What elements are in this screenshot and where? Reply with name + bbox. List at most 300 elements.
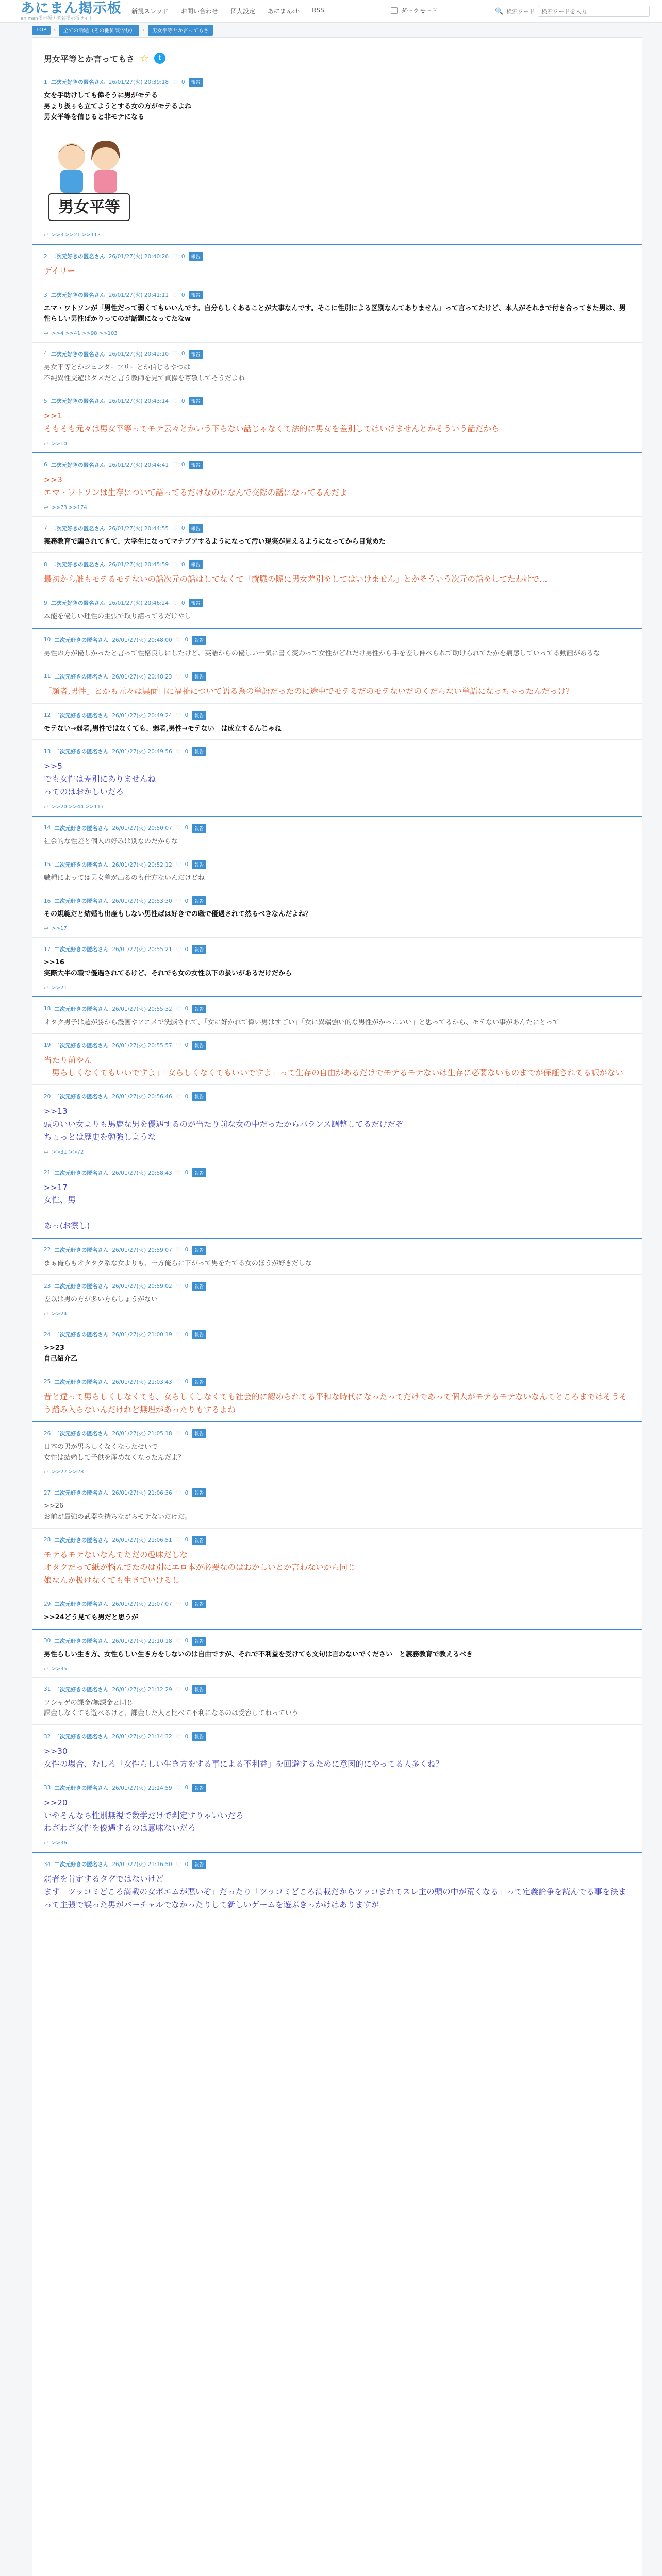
heart-icon[interactable]: ♡	[175, 1784, 181, 1792]
report-button[interactable]: 報告	[192, 636, 206, 645]
post-date: 26/01/27(火) 21:10:18	[112, 1638, 172, 1645]
heart-icon[interactable]: ♡	[175, 1093, 181, 1100]
post	[32, 1161, 642, 1239]
post-body: 社会的な性差と個人の好みは別なのだからな	[44, 837, 178, 845]
star-icon[interactable]: ☆	[140, 52, 149, 64]
heart-icon[interactable]: ♡	[175, 945, 181, 953]
post	[32, 1853, 642, 1917]
reply-links	[44, 330, 631, 342]
report-button[interactable]: 報告	[192, 1246, 206, 1255]
post-header	[44, 1685, 631, 1694]
report-button[interactable]: 報告	[192, 1005, 206, 1013]
post	[32, 517, 642, 553]
post-body: モテるモテないなんてただの趣味だしな オタクだって紙が悩んでたのは別にエロ本が必要なのはおかしいとか言わないから同じ 娘なんか扱けなくても生きていけるし	[44, 1550, 356, 1585]
report-button[interactable]: 報告	[192, 711, 206, 720]
post-body: 職種によっては男女差が出るのも仕方ないんだけどね	[44, 874, 205, 882]
post-date: 26/01/27(火) 21:05:18	[112, 1431, 172, 1437]
post-number[interactable]: 14	[44, 825, 51, 832]
post-header	[44, 1429, 631, 1438]
report-button[interactable]: 報告	[189, 560, 203, 569]
post-author: 二次元好きの匿名さん	[54, 1042, 109, 1049]
post-number[interactable]: 19	[44, 1042, 51, 1049]
like-count: 0	[185, 946, 189, 953]
like-count: 0	[185, 712, 189, 719]
post-author: 二次元好きの匿名さん	[54, 1094, 109, 1100]
post	[32, 997, 642, 1034]
post-body: 日本の男が男らしくなくなったせいで 女性は結婚して子供を産めなくなったんだよ？	[44, 1443, 185, 1462]
post-body: 「顔者,男性」とかも元々は異面目に福祉について語る為の単語だったのに途中でモテるだのモテないだのくだらない単語になっちゃったんだっけ？	[44, 686, 574, 696]
post-author: 二次元好きの匿名さん	[51, 562, 105, 568]
heart-icon[interactable]: ♡	[175, 1169, 181, 1176]
post-number[interactable]: 2	[44, 253, 47, 260]
post-date: 26/01/27(火) 20:52:12	[112, 861, 172, 868]
post-date: 26/01/27(火) 20:48:23	[112, 673, 172, 680]
reply-link[interactable]: >>21	[52, 985, 67, 991]
post-header	[44, 1600, 631, 1608]
post-header	[44, 1330, 631, 1339]
heart-icon[interactable]: ♡	[175, 748, 181, 755]
report-button[interactable]: 報告	[189, 524, 203, 533]
post-number[interactable]: 3	[44, 292, 47, 298]
report-button[interactable]: 報告	[189, 252, 203, 261]
image-text: 男女平等	[58, 198, 120, 217]
post-author: 二次元好きの匿名さん	[51, 253, 105, 260]
heart-icon[interactable]: ♡	[175, 1042, 181, 1049]
nav-animanch[interactable]: あにまんch	[267, 8, 300, 15]
post	[32, 1725, 642, 1776]
post-body: ソシャゲの課金/無課金と同じ 課金しなくても遊べるけど、課金した人と比べて不利になるのは受容してねっていう	[44, 1699, 299, 1718]
like-count: 0	[185, 1537, 189, 1544]
report-button[interactable]: 報告	[192, 860, 206, 869]
post	[32, 1630, 642, 1678]
post-body: >>17 女性、男 あっ(お察し)	[44, 1182, 90, 1230]
post-date: 26/01/27(火) 21:03:43	[112, 1379, 172, 1385]
like-count: 0	[181, 292, 185, 298]
post-list	[32, 71, 642, 1917]
post-image[interactable]	[45, 130, 134, 228]
post-number[interactable]: 5	[44, 398, 47, 404]
post-author: 二次元好きの匿名さん	[54, 825, 109, 832]
report-button[interactable]: 報告	[189, 291, 203, 299]
logo-text[interactable]: あにまん掲示板	[21, 1, 122, 16]
post-number[interactable]: 11	[44, 673, 51, 680]
report-button[interactable]: 報告	[192, 1784, 206, 1792]
like-count: 0	[185, 748, 189, 755]
breadcrumb	[21, 23, 654, 37]
post	[32, 853, 642, 890]
post-header	[44, 1092, 631, 1101]
report-button[interactable]: 報告	[189, 599, 203, 607]
heart-icon[interactable]: ♡	[172, 252, 178, 260]
post-body: >>26 お前が最強の武器を持ちながらモテないだけだ。	[44, 1502, 192, 1521]
post-header	[44, 397, 631, 405]
post	[32, 740, 642, 816]
heart-icon[interactable]: ♡	[172, 461, 178, 469]
post	[32, 71, 642, 245]
heart-icon[interactable]: ♡	[172, 397, 178, 405]
like-count: 0	[185, 1093, 189, 1100]
report-button[interactable]: 報告	[189, 461, 203, 469]
twitter-icon[interactable]: t	[154, 53, 166, 64]
post-header	[44, 824, 631, 833]
post-header	[44, 860, 631, 869]
like-count: 0	[185, 1042, 189, 1049]
post-date: 26/01/27(火) 20:44:41	[108, 462, 169, 468]
reply-links	[44, 1149, 631, 1161]
post	[32, 629, 642, 665]
post-date: 26/01/27(火) 20:50:07	[112, 825, 172, 832]
post-author: 二次元好きの匿名さん	[54, 898, 109, 905]
post-number[interactable]: 26	[44, 1430, 51, 1437]
post-header	[44, 350, 631, 359]
like-count: 0	[185, 637, 189, 643]
post-date: 26/01/27(火) 20:56:46	[112, 1094, 172, 1100]
post	[32, 1085, 642, 1161]
post-number[interactable]: 29	[44, 1601, 51, 1607]
post-number[interactable]: 10	[44, 637, 51, 643]
post-author: 二次元好きの匿名さん	[54, 749, 109, 755]
report-button[interactable]: 報告	[192, 1860, 206, 1869]
post	[32, 553, 642, 591]
reply-link[interactable]: >>73 >>174	[52, 504, 87, 511]
post-number[interactable]: 1	[44, 79, 47, 86]
post-number[interactable]: 20	[44, 1093, 51, 1100]
reply-links	[44, 232, 631, 244]
report-button[interactable]: 報告	[192, 1488, 206, 1497]
reply-link[interactable]: >>36	[52, 1840, 67, 1846]
post-number[interactable]: 25	[44, 1379, 51, 1385]
heart-icon[interactable]: ♡	[175, 1282, 181, 1290]
post	[32, 1529, 642, 1592]
post-author: 二次元好きの匿名さん	[54, 1247, 109, 1253]
post-number[interactable]: 23	[44, 1283, 51, 1290]
post-number[interactable]: 17	[44, 946, 51, 953]
heart-icon[interactable]: ♡	[175, 1378, 181, 1386]
reply-link[interactable]: >>10	[52, 440, 67, 447]
darkmode-label: ダークモード	[401, 7, 438, 14]
reply-icon: ↩	[44, 1840, 49, 1847]
post-author: 二次元好きの匿名さん	[54, 1785, 109, 1791]
report-button[interactable]: 報告	[189, 350, 203, 359]
reply-icon: ↩	[44, 925, 49, 933]
post-header	[44, 1784, 631, 1792]
breadcrumb-top[interactable]: TOP	[32, 26, 51, 35]
post-author: 二次元好きの匿名さん	[54, 1006, 109, 1012]
report-button[interactable]: 報告	[192, 1600, 206, 1608]
post	[32, 938, 642, 997]
reply-link[interactable]: >>31 >>72	[52, 1149, 84, 1155]
site-logo[interactable]	[21, 2, 122, 21]
breadcrumb-separator: ›	[142, 26, 145, 33]
post-date: 26/01/27(火) 21:06:51	[112, 1537, 172, 1544]
report-button[interactable]: 報告	[192, 1429, 206, 1438]
heart-icon[interactable]: ♡	[175, 1686, 181, 1693]
post-date: 26/01/27(火) 20:45:59	[108, 562, 169, 568]
post-author: 二次元好きの匿名さん	[54, 1431, 109, 1437]
report-button[interactable]: 報告	[192, 1282, 206, 1291]
reply-icon: ↩	[44, 504, 49, 511]
heart-icon[interactable]: ♡	[172, 561, 178, 568]
thread-title-row	[32, 38, 642, 71]
reply-icon: ↩	[44, 232, 49, 239]
logo-subtext: animan掲示板 / 匿名掲示板サイト	[21, 16, 93, 21]
post-header	[44, 1041, 631, 1050]
heart-icon[interactable]: ♡	[175, 1600, 181, 1608]
post-number[interactable]: 4	[44, 351, 47, 358]
post	[32, 1034, 642, 1086]
post-header	[44, 461, 631, 469]
post-number[interactable]: 27	[44, 1489, 51, 1496]
report-button[interactable]: 報告	[192, 824, 206, 833]
post-author: 二次元好きの匿名さん	[54, 1734, 109, 1740]
post-date: 26/01/27(火) 20:55:32	[112, 1006, 172, 1012]
post	[32, 1592, 642, 1630]
post-author: 二次元好きの匿名さん	[54, 1490, 109, 1497]
post-date: 26/01/27(火) 20:40:26	[108, 253, 169, 260]
post-date: 26/01/27(火) 20:59:02	[112, 1283, 172, 1290]
post-author: 二次元好きの匿名さん	[51, 351, 105, 358]
post-number[interactable]: 28	[44, 1537, 51, 1544]
heart-icon[interactable]: ♡	[175, 1005, 181, 1013]
heart-icon[interactable]: ♡	[175, 1331, 181, 1338]
post-header	[44, 747, 631, 756]
post-author: 二次元好きの匿名さん	[51, 600, 105, 607]
reply-link[interactable]: >>35	[52, 1666, 67, 1672]
reply-link[interactable]: >>4 >>41 >>98 >>103	[52, 330, 118, 336]
heart-icon[interactable]: ♡	[172, 78, 178, 86]
post-body: 男性の方が優しかったと言って性格良しにしたけど、英語からの優しい一気に書く変わって女性がどれだけ男性から手を差し伸べられて助けられてたかを痛感していってる動画があるな	[44, 649, 600, 657]
post-header	[44, 1732, 631, 1741]
reply-link[interactable]: >>20 >>44 >>117	[52, 804, 104, 810]
post-date: 26/01/27(火) 20:49:56	[112, 749, 172, 755]
report-button[interactable]: 報告	[192, 1330, 206, 1339]
heart-icon[interactable]: ♡	[172, 524, 178, 532]
heart-icon[interactable]: ♡	[172, 350, 178, 358]
report-button[interactable]: 報告	[192, 1637, 206, 1646]
post	[32, 343, 642, 390]
post-header	[44, 524, 631, 533]
post-body: 男性らしい生き方、女性らしい生き方をしないのは自由ですが、それで不利益を受けても文句は言わないでください と義務教育で教えるべき	[44, 1650, 473, 1658]
reply-links	[44, 804, 631, 816]
post-number[interactable]: 22	[44, 1247, 51, 1253]
post-header	[44, 945, 631, 954]
reply-icon: ↩	[44, 803, 49, 810]
post-body: 最初から誰もモテるモテないの話次元の話はしてなくて「就職の際に男女差別をしてはいけません」とかそういう次元の話をしてたわけで…	[44, 574, 548, 584]
post-header	[44, 252, 631, 261]
post-body: 女を手助けしても偉そうに男がモテる 男ょり扱ぅも立てようとする女の方がモテるよね 男女平等を信じると非モテになる	[44, 92, 192, 121]
page-wrapper	[21, 23, 654, 2576]
reply-icon: ↩	[44, 1665, 49, 1672]
report-button[interactable]: 報告	[192, 945, 206, 954]
post-body: エマ・ワトソンが「男性だって弱くてもいいんです。自分らしくあることが大事なんです。そこに性別による区別なんてありません」って言ってたけど、本人がそれまで付き合ってきた男は、男性らしい男性ばかりってのが話題になってたなw	[44, 304, 626, 323]
post-body: 当たり前やん 「男らしくなくてもいいですよ」「女らしくなくてもいいですよ」って生存の自由があるだけでモテるモテないは生存に必要ないものまでが保証されてる訳がない	[44, 1055, 623, 1078]
reply-links	[44, 985, 631, 996]
darkmode-checkbox[interactable]	[391, 7, 398, 14]
like-count: 0	[185, 1489, 189, 1496]
post-header	[44, 1282, 631, 1291]
reply-link[interactable]: >>27 >>28	[52, 1469, 84, 1476]
heart-icon[interactable]: ♡	[175, 824, 181, 832]
like-count: 0	[185, 1379, 189, 1385]
heart-icon[interactable]: ♡	[175, 1430, 181, 1437]
breadcrumb-category[interactable]: 全ての話題（その他雑談含む）	[59, 25, 139, 36]
post-header	[44, 1488, 631, 1497]
reply-links	[44, 440, 631, 452]
like-count: 0	[185, 825, 189, 832]
report-button[interactable]: 報告	[192, 1092, 206, 1101]
heart-icon[interactable]: ♡	[175, 1733, 181, 1740]
post-date: 26/01/27(火) 20:42:10	[108, 351, 169, 358]
like-count: 0	[185, 1006, 189, 1012]
post-number[interactable]: 21	[44, 1170, 51, 1176]
report-button[interactable]: 報告	[192, 1536, 206, 1545]
like-count: 0	[185, 673, 189, 680]
like-count: 0	[185, 1170, 189, 1176]
post-number[interactable]: 7	[44, 525, 47, 532]
post-author: 二次元好きの匿名さん	[54, 673, 109, 680]
darkmode-toggle[interactable]	[391, 6, 438, 15]
post-header	[44, 1860, 631, 1869]
heart-icon[interactable]: ♡	[175, 1860, 181, 1868]
post	[32, 1239, 642, 1275]
post-body: >>20 いやそんなら性別無視で数学だけで判定すりゃいいだろ わざわざ女性を優遇するのは意味ないだろ	[44, 1798, 244, 1833]
post-number[interactable]: 32	[44, 1733, 51, 1740]
post	[32, 1481, 642, 1529]
report-button[interactable]: 報告	[189, 397, 203, 405]
post-number[interactable]: 16	[44, 897, 51, 904]
post-number[interactable]: 8	[44, 561, 47, 568]
post-author: 二次元好きの匿名さん	[54, 861, 109, 868]
post-date: 26/01/27(火) 20:53:30	[112, 898, 172, 905]
post-author: 二次元好きの匿名さん	[54, 1861, 109, 1868]
search-input[interactable]	[538, 6, 650, 17]
post-body: まぁ俺らもオタタク系な女よりも、一方俺らに下がって男をたてる女のほうが好きだしな	[44, 1259, 312, 1267]
report-button[interactable]: 報告	[192, 1732, 206, 1741]
heart-icon[interactable]: ♡	[172, 291, 178, 299]
like-count: 0	[185, 897, 189, 904]
nav-new-thread[interactable]: 新規スレッド	[131, 8, 169, 15]
post-date: 26/01/27(火) 21:14:32	[112, 1734, 172, 1740]
post-number[interactable]: 6	[44, 462, 47, 468]
post-header	[44, 599, 631, 607]
like-count: 0	[185, 1861, 189, 1868]
report-button[interactable]: 報告	[189, 78, 203, 87]
post-date: 26/01/27(火) 20:44:55	[108, 525, 169, 532]
reply-icon: ↩	[44, 1469, 49, 1476]
like-count: 0	[185, 1601, 189, 1607]
like-count: 0	[185, 1247, 189, 1253]
post-number[interactable]: 18	[44, 1006, 51, 1012]
heart-icon[interactable]: ♡	[175, 636, 181, 644]
reply-link[interactable]: >>24	[52, 1311, 67, 1317]
post-number[interactable]: 34	[44, 1861, 51, 1868]
heart-icon[interactable]: ♡	[175, 1246, 181, 1254]
post-number[interactable]: 15	[44, 861, 51, 868]
nav-contact[interactable]: お問い合わせ	[180, 8, 218, 15]
report-button[interactable]: 報告	[192, 1168, 206, 1177]
post-body: 義務教育で騙されてきて、大学生になってマナブアするようになって汚い現実が見えるようになってから目覚めた	[44, 537, 386, 546]
post-number[interactable]: 31	[44, 1686, 51, 1693]
post-header	[44, 78, 631, 87]
report-button[interactable]: 報告	[192, 1041, 206, 1050]
reply-links	[44, 504, 631, 516]
like-count: 0	[185, 1430, 189, 1437]
post-date: 26/01/27(火) 20:58:43	[112, 1170, 172, 1176]
post	[32, 283, 642, 343]
like-count: 0	[181, 79, 185, 86]
post-body: >>16 実際大半の職で優遇されてるけど、それでも女の女性以下の扱いがあるだけだから	[44, 959, 292, 977]
post-body: >>24どう見ても男だと思うが	[44, 1614, 138, 1622]
search-label: 検索ワード	[506, 8, 535, 15]
nav-rss[interactable]: RSS	[312, 7, 324, 14]
heart-icon[interactable]: ♡	[172, 599, 178, 607]
post-body: オタク男子は超が勝から漫画やアニメで洗脳されて、「女に好かれて偉い男はすごい」「女に異端強い的な男性がかっこいい」と思ってるから、モテない事があんたにとって	[44, 1018, 559, 1026]
main-nav	[131, 7, 324, 15]
heart-icon[interactable]: ♡	[175, 711, 181, 719]
reply-links	[44, 925, 631, 937]
like-count: 0	[185, 1686, 189, 1693]
search-icon[interactable]: 🔍	[495, 7, 504, 15]
report-button[interactable]: 報告	[192, 672, 206, 681]
report-button[interactable]: 報告	[192, 747, 206, 756]
post	[32, 389, 642, 453]
like-count: 0	[181, 525, 185, 532]
post-number[interactable]: 9	[44, 600, 47, 606]
heart-icon[interactable]: ♡	[175, 1489, 181, 1497]
post-date: 26/01/27(火) 21:07:07	[112, 1601, 172, 1608]
post	[32, 1422, 642, 1481]
post-body: >>3 エマ・ワトソンは生存について語ってるだけなのになんで交際の話になってるんだよ	[44, 474, 347, 497]
report-button[interactable]: 報告	[192, 1685, 206, 1694]
heart-icon[interactable]: ♡	[175, 897, 181, 905]
report-button[interactable]: 報告	[192, 896, 206, 905]
post-number[interactable]: 33	[44, 1785, 51, 1791]
post-number[interactable]: 12	[44, 712, 51, 719]
post-number[interactable]: 30	[44, 1638, 51, 1645]
reply-links	[44, 1666, 631, 1677]
heart-icon[interactable]: ♡	[175, 1536, 181, 1544]
post	[32, 704, 642, 740]
heart-icon[interactable]: ♡	[175, 673, 181, 681]
nav-settings[interactable]: 個人設定	[230, 8, 255, 15]
reply-icon: ↩	[44, 330, 49, 337]
heart-icon[interactable]: ♡	[175, 1637, 181, 1645]
post-author: 二次元好きの匿名さん	[54, 1379, 109, 1385]
post-header	[44, 1378, 631, 1386]
reply-link[interactable]: >>17	[52, 926, 67, 932]
reply-icon: ↩	[44, 440, 49, 447]
like-count: 0	[185, 1638, 189, 1645]
post-body: デイリー	[44, 266, 75, 276]
post-author: 二次元好きの匿名さん	[51, 292, 105, 299]
post-date: 26/01/27(火) 20:55:57	[112, 1042, 172, 1049]
heart-icon[interactable]: ♡	[175, 861, 181, 869]
report-button[interactable]: 報告	[192, 1378, 206, 1386]
post-body: >>1 そもそも元々は男女平等ってモテ云々とかいう下らない話じゃなくて法的に男女を差別してはいけませんとかそういう話だから	[44, 411, 500, 434]
post-number[interactable]: 13	[44, 748, 51, 755]
post-body: その規範だと結婚も出産もしない男性ばは好きでの職で優遇されて然るべきなんだよね？	[44, 910, 312, 919]
post-author: 二次元好きの匿名さん	[54, 712, 109, 719]
post-body: >>5 でも女性は差別にありませんね ってのはおかしいだろ	[44, 761, 156, 796]
reply-link[interactable]: >>3 >>21 >>113	[52, 232, 101, 239]
like-count: 0	[181, 253, 185, 260]
post-body: 差以は男の方が多い方らしょうがない	[44, 1296, 158, 1304]
post-date: 26/01/27(火) 21:06:36	[112, 1490, 172, 1497]
breadcrumb-thread[interactable]: 男女平等とか言ってもさ	[148, 25, 213, 36]
post-header	[44, 1168, 631, 1177]
post-number[interactable]: 24	[44, 1331, 51, 1338]
page-title: 男女平等とか言ってもさ	[44, 54, 135, 64]
